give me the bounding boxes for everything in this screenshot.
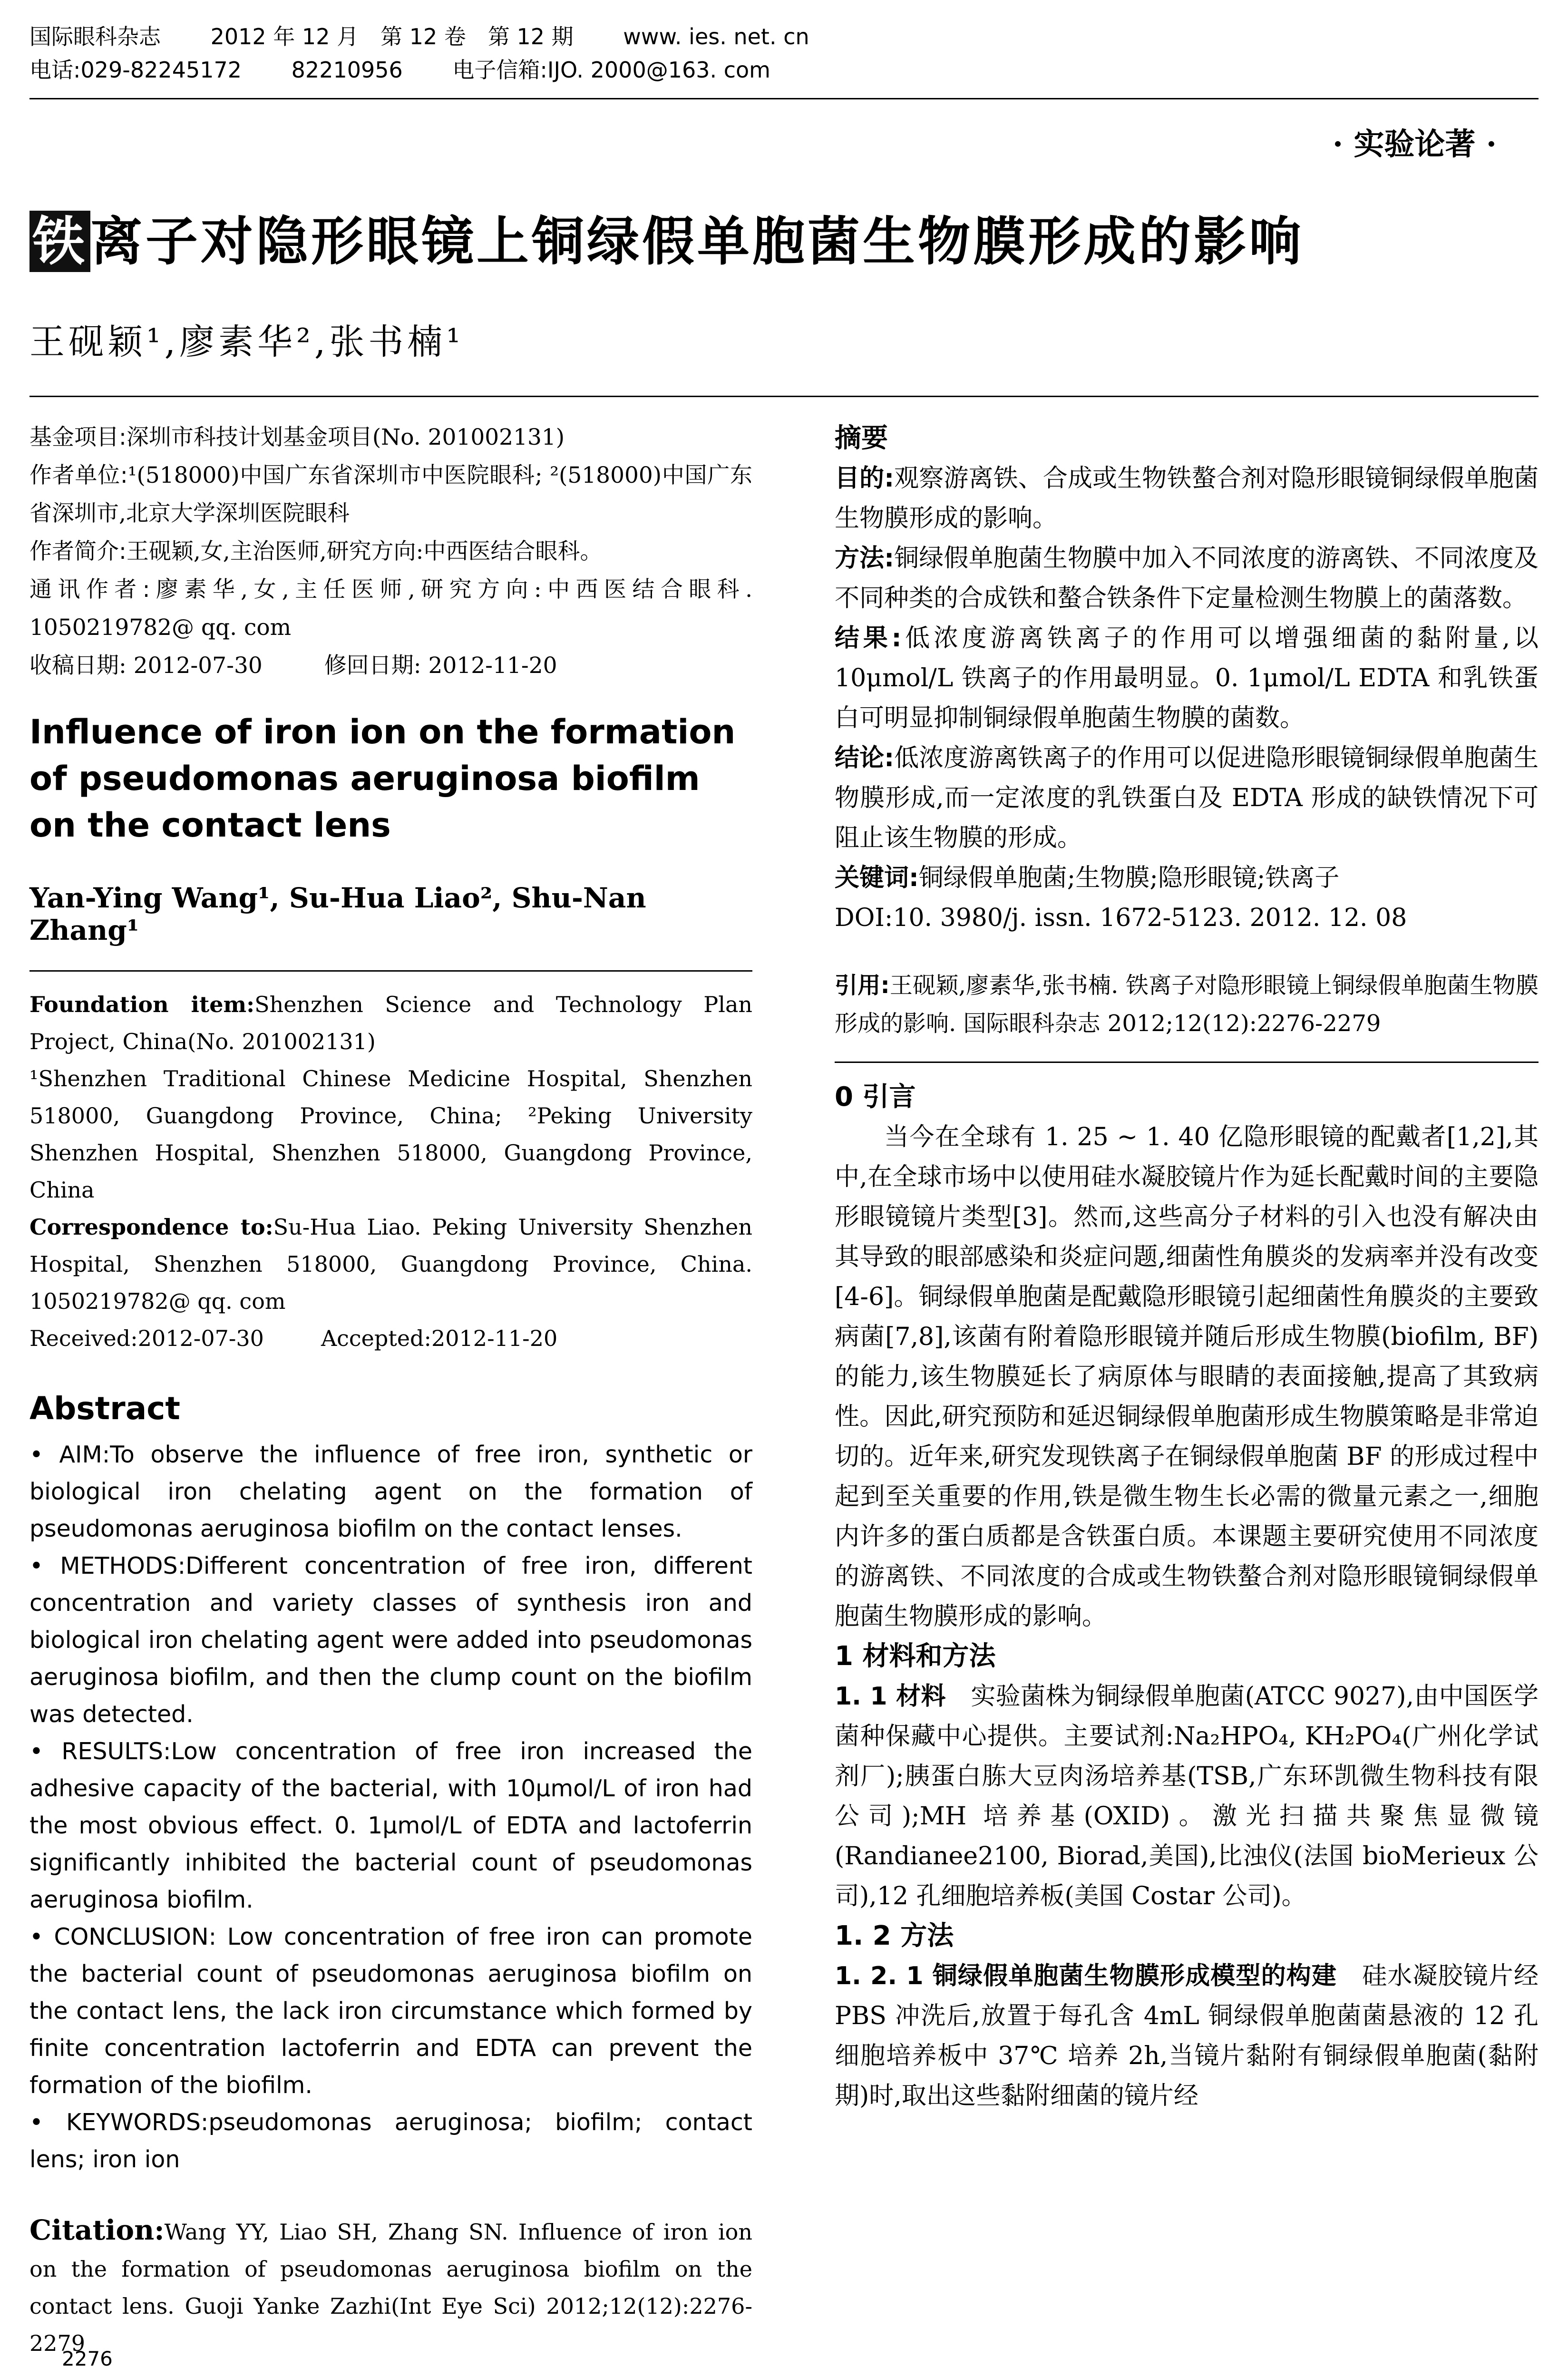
abstract-cn-keywords	[835, 858, 1539, 898]
article-meta-cn	[29, 419, 752, 685]
methods-subheading: 1. 2 方法	[835, 1920, 954, 1951]
fund-line	[29, 419, 752, 457]
phone: 电话:029-82245172	[29, 57, 242, 83]
title-rest: 离子对隐形眼镜上铜绿假单胞菌生物膜形成的影响	[90, 211, 1304, 272]
title-first-char: 铁	[29, 211, 90, 272]
corr-label: 通讯作者:	[29, 576, 150, 603]
abstract-methods: • METHODS:Different concentration of free iron, different concentration and variety classes of synthesis iron and biological iron chelating agent were added into pseudomonas aeruginosa biofilm, and then the clump count on the biofilm was detected.	[29, 1552, 752, 1728]
abstract-keywords: • KEYWORDS:pseudomonas aeruginosa; biofilm; contact lens; iron ion	[29, 2109, 752, 2173]
en-dates-line	[29, 1320, 752, 1357]
aim-text: 观察游离铁、合成或生物铁螯合剂对隐形眼镜铜绿假单胞菌生物膜形成的影响。	[835, 464, 1539, 533]
bio-text: 王砚颖,女,主治医师,研究方向:中西医结合眼科。	[126, 538, 603, 565]
model-label: 1. 2. 1 铜绿假单胞菌生物膜形成模型的构建	[835, 1962, 1337, 1990]
revised-date: 修回日期: 2012-11-20	[324, 653, 557, 679]
foundation-line	[29, 986, 752, 1060]
foundation-block	[29, 986, 752, 1357]
phone-2: 82210956	[291, 57, 403, 83]
title-rule	[29, 396, 1539, 397]
english-title: Influence of iron ion on the formation of pseudomonas aeruginosa biofilm on the contact lens	[29, 712, 736, 845]
corr-text: 廖素华,女,主任医师,研究方向:中西医结合眼科. 1050219782@ qq. com	[29, 576, 753, 641]
unit-line	[29, 457, 752, 533]
methods-heading: 1 材料和方法	[835, 1641, 996, 1672]
authors-cn: 王砚颖¹,廖素华²,张书楠¹	[29, 321, 465, 362]
abstract-cn-conclusion	[835, 738, 1539, 858]
model-para	[835, 1956, 1539, 2116]
english-authors: Yan-Ying Wang¹, Su-Hua Liao², Shu-Nan Zhang¹	[29, 882, 646, 946]
journal-header	[29, 20, 1539, 87]
methods-label: 方法:	[835, 544, 895, 573]
unit-label: 作者单位:	[29, 462, 128, 488]
foundation-text: Shenzhen Science and Technology Plan Project, China(No. 201002131)	[29, 992, 752, 1054]
header-rule	[29, 98, 1539, 99]
header-row-2	[29, 53, 1539, 87]
keywords-label: 关键词:	[835, 864, 919, 892]
conclusion-text: 低浓度游离铁离子的作用可以促进隐形眼镜铜绿假单胞菌生物膜形成,而一定浓度的乳铁蛋白及 EDTA 形成的缺铁情况下可阻止该生物膜的形成。	[835, 744, 1539, 852]
email[interactable]: 电子信箱:IJO. 2000@163. com	[452, 57, 770, 83]
citation-en-line	[29, 2211, 752, 2362]
abstract-heading: Abstract	[29, 1390, 180, 1427]
abstract-conclusion: • CONCLUSION: Low concentration of free iron can promote the bacterial count of pseudomonas aeruginosa biofilm on the contact lens, the lack iron circumstance which formed by finite concentration lactoferrin and EDTA can prevent the formation of the biofilm.	[29, 1923, 752, 2099]
received-date: 收稿日期: 2012-07-30	[29, 653, 263, 679]
citation-en	[29, 2211, 752, 2362]
affiliations: ¹Shenzhen Traditional Chinese Medicine Hospital, Shenzhen 518000, Guangdong Province, China; ²Peking University Shenzhen Hospital, Shenzhen 518000, Guangdong Province, China	[29, 1066, 752, 1203]
abstract-en	[29, 1436, 752, 2178]
unit-text: ¹(518000)中国广东省深圳市中医院眼科; ²(518000)中国广东省深圳市,北京大学深圳医院眼科	[29, 462, 752, 526]
article-category: · 实验论著 ·	[1332, 127, 1497, 162]
abstract-aim: • AIM:To observe the influence of free iron, synthetic or biological iron chelating agent on the formation of pseudomonas aeruginosa biofilm on the contact lenses.	[29, 1441, 752, 1542]
citation-en-text: Wang YY, Liao SH, Zhang SN. Influence of iron ion on the formation of pseudomonas aeruginosa biofilm on the contact lens. Guoji Yanke Zazhi(Int Eye Sci) 2012;12(12):2276-2279	[29, 2219, 752, 2356]
abstract-cn-methods	[835, 538, 1539, 618]
correspondence-label: Correspondence to:	[29, 1214, 273, 1240]
results-label: 结果:	[835, 624, 902, 653]
citation-cn-label: 引用:	[835, 972, 890, 999]
abstract-cn-results	[835, 618, 1539, 738]
model-text: 硅水凝胶镜片经 PBS 冲洗后,放置于每孔含 4mL 铜绿假单胞菌菌悬液的 12 孔细胞培养板中 37℃ 培养 2h,当镜片黏附有铜绿假单胞菌(黏附期)时,取出这些黏附细菌的镜片经	[835, 1962, 1539, 2110]
citation-en-label: Citation:	[29, 2214, 165, 2246]
dates-line	[29, 647, 752, 685]
abstract-cn-aim	[835, 458, 1539, 538]
materials-para	[835, 1676, 1539, 1916]
en-received: Received:2012-07-30	[29, 1325, 264, 1351]
foundation-label: Foundation item:	[29, 992, 255, 1017]
doi[interactable]: DOI:10. 3980/j. issn. 1672-5123. 2012. 12. 08	[835, 904, 1407, 932]
bio-label: 作者简介:	[29, 538, 127, 565]
header-row-1	[29, 20, 1539, 53]
intro-heading: 0 引言	[835, 1081, 916, 1112]
corr-line	[29, 571, 752, 647]
keywords-text: 铜绿假单胞菌;生物膜;隐形眼镜;铁离子	[918, 864, 1340, 892]
abstract-results: • RESULTS:Low concentration of free iron increased the adhesive capacity of the bacterial, with 10μmol/L of iron had the most obvious effect. 0. 1μmol/L of EDTA and lactoferrin significantly inhibited the bacterial count of pseudomonas aeruginosa biofilm.	[29, 1738, 752, 1913]
en-accepted: Accepted:2012-11-20	[321, 1325, 558, 1351]
journal-name: 国际眼科杂志	[29, 24, 161, 49]
article-title	[29, 200, 1304, 275]
materials-label: 1. 1 材料	[835, 1682, 946, 1711]
methods-text: 铜绿假单胞菌生物膜中加入不同浓度的游离铁、不同浓度及不同种类的合成铁和螯合铁条件下定量检测生物膜上的菌落数。	[835, 544, 1539, 613]
citation-cn	[835, 966, 1539, 1042]
right-column	[835, 419, 1539, 2116]
citation-rule	[835, 1062, 1539, 1063]
bio-line	[29, 533, 752, 571]
correspondence-text: Su-Hua Liao. Peking University Shenzhen Hospital, Shenzhen 518000, Guangdong Province, China. 1050219782@ qq. com	[29, 1214, 752, 1314]
issue-info: 2012 年 12 月 第 12 卷 第 12 期	[210, 24, 574, 49]
results-text: 低浓度游离铁离子的作用可以增强细菌的黏附量,以 10μmol/L 铁离子的作用最明显。0. 1μmol/L EDTA 和乳铁蛋白可明显抑制铜绿假单胞菌生物膜的菌数。	[835, 624, 1539, 732]
abstract-cn-heading: 摘要	[835, 423, 888, 454]
citation-cn-text: 王砚颖,廖素华,张书楠. 铁离子对隐形眼镜上铜绿假单胞菌生物膜形成的影响. 国际眼科杂志 2012;12(12):2276-2279	[835, 972, 1539, 1037]
aim-label: 目的:	[835, 464, 895, 493]
page-number: 2276	[62, 2347, 113, 2370]
conclusion-label: 结论:	[835, 744, 895, 772]
correspondence-line	[29, 1208, 752, 1320]
materials-text: 实验菌株为铜绿假单胞菌(ATCC 9027),由中国医学菌种保藏中心提供。主要试剂:Na₂HPO₄, KH₂PO₄(广州化学试剂厂);胰蛋白胨大豆肉汤培养基(TSB,广东环凯微生物科技有限公司);MH 培养基(OXID)。激光扫描共聚焦显微镜(Randianee2100, Biorad,美国),比浊仪(法国 bioMerieux 公司),12 孔细胞培养板(美国 Costar 公司)。	[835, 1682, 1539, 1910]
fund-label: 基金项目:	[29, 424, 127, 450]
website-link[interactable]: www. ies. net. cn	[623, 24, 809, 49]
authors-rule	[29, 970, 752, 972]
intro-text: 当今在全球有 1. 25 ~ 1. 40 亿隐形眼镜的配戴者[1,2],其中,在全球市场中以使用硅水凝胶镜片作为延长配戴时间的主要隐形眼镜镜片类型[3]。然而,这些高分子材料的引入也没有解决由其导致的眼部感染和炎症问题,细菌性角膜炎的发病率并没有改变[4-6]。铜绿假单胞菌是配戴隐形眼镜引起细菌性角膜炎的主要致病菌[7,8],该菌有附着隐形眼镜并随后形成生物膜(biofilm, BF)的能力,该生物膜延长了病原体与眼睛的表面接触,提高了其致病性。因此,研究预防和延迟铜绿假单胞菌形成生物膜策略是非常迫切的。近年来,研究发现铁离子在铜绿假单胞菌 BF 的形成过程中起到至关重要的作用,铁是微生物生长必需的微量元素之一,细胞内许多的蛋白质都是含铁蛋白质。本课题主要研究使用不同浓度的游离铁、不同浓度的合成或生物铁螯合剂对隐形眼镜铜绿假单胞菌生物膜形成的影响。	[835, 1123, 1539, 1631]
left-column	[29, 419, 752, 2362]
fund-text: 深圳市科技计划基金项目(No. 201002131)	[126, 424, 565, 450]
